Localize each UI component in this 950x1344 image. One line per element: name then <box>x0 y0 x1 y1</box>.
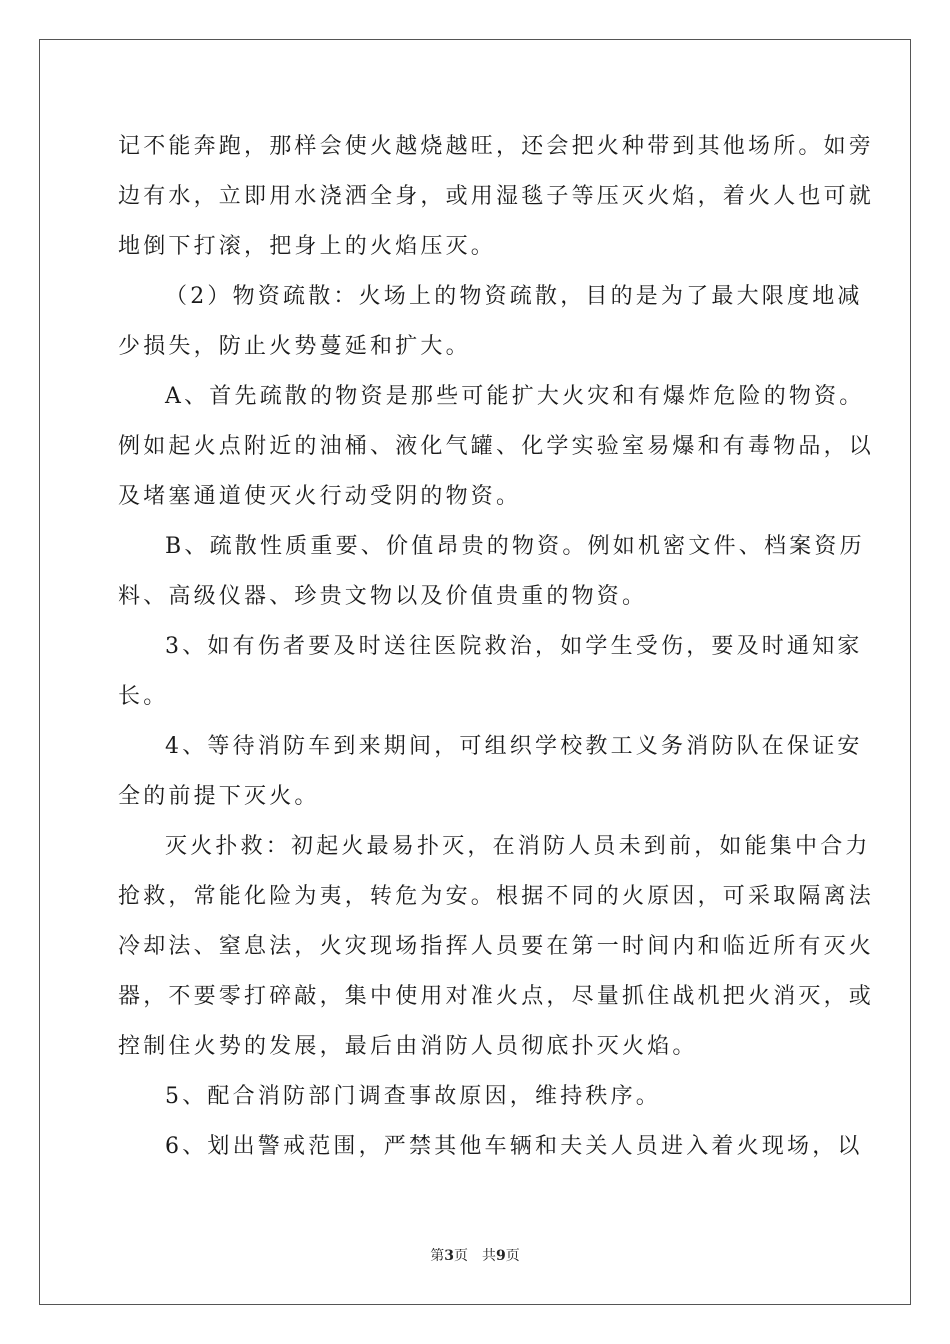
paragraph-4 <box>118 522 865 622</box>
text-line: 全的前提下灭火。 <box>118 784 320 809</box>
page-number: 3 <box>444 1248 454 1264</box>
text-line: B、疏散性质重要、价值昂贵的物资。例如机密文件、档案资历 <box>165 534 865 559</box>
text-line: 地倒下打滚，把身上的火焰压灭。 <box>118 234 497 259</box>
page-prefix: 第 <box>430 1248 445 1264</box>
paragraph-6 <box>118 722 863 822</box>
paragraph-1 <box>118 122 875 272</box>
text-line: A、首先疏散的物资是那些可能扩大火灾和有爆炸危险的物资。 <box>165 384 865 409</box>
paragraph-2 <box>118 272 863 372</box>
page-suffix: 页 <box>454 1248 468 1264</box>
total-pages: 9 <box>496 1248 506 1264</box>
text-line: 抢救，常能化险为夷，转危为安。根据不同的火原因，可采取隔离法 <box>118 884 875 909</box>
total-suffix: 页 <box>505 1248 520 1264</box>
text-line: 4、等待消防车到来期间，可组织学校教工义务消防队在保证安 <box>165 734 863 759</box>
text-line: 长。 <box>118 684 169 709</box>
text-line: 控制住火势的发展，最后由消防人员彻底扑灭火焰。 <box>118 1034 698 1059</box>
paragraph-7 <box>118 822 875 1072</box>
text-line: 及堵塞通道使灭火行动受阴的物资。 <box>118 484 522 509</box>
text-line: 3、如有伤者要及时送往医院救治，如学生受伤，要及时通知家 <box>165 634 863 659</box>
text-line: 6、划出警戒范围，严禁其他车辆和夫关人员进入着火现场，以 <box>165 1134 863 1159</box>
text-line: 冷却法、窒息法，火灾现场指挥人员要在第一时间内和临近所有灭火 <box>118 934 875 959</box>
text-line: 边有水，立即用水浇洒全身，或用湿毯子等压灭火焰，着火人也可就 <box>118 184 875 209</box>
text-line: 记不能奔跑，那样会使火越烧越旺，还会把火种带到其他场所。如旁 <box>118 134 875 159</box>
text-line: 灭火扑救：初起火最易扑灭，在消防人员未到前，如能集中合力 <box>165 834 871 859</box>
paragraph-8 <box>118 1072 834 1122</box>
paragraph-9 <box>118 1122 863 1172</box>
document-body <box>118 122 875 1172</box>
text-line: 少损失，防止火势蔓延和扩大。 <box>118 334 471 359</box>
text-line: 5、配合消防部门调查事故原因，维持秩序。 <box>165 1084 661 1109</box>
text-line: （2）物资疏散：火场上的物资疏散，目的是为了最大限度地减 <box>165 284 863 309</box>
total-prefix: 共 <box>482 1248 496 1264</box>
page-footer <box>0 1245 950 1265</box>
text-line: 料、高级仪器、珍贵文物以及价值贵重的物资。 <box>118 584 648 609</box>
paragraph-3 <box>118 372 875 522</box>
text-line: 例如起火点附近的油桶、液化气罐、化学实验室易爆和有毒物品，以 <box>118 434 875 459</box>
paragraph-5 <box>118 622 863 722</box>
text-line: 器，不要零打碎敲，集中使用对准火点，尽量抓住战机把火消灭，或 <box>118 984 875 1009</box>
